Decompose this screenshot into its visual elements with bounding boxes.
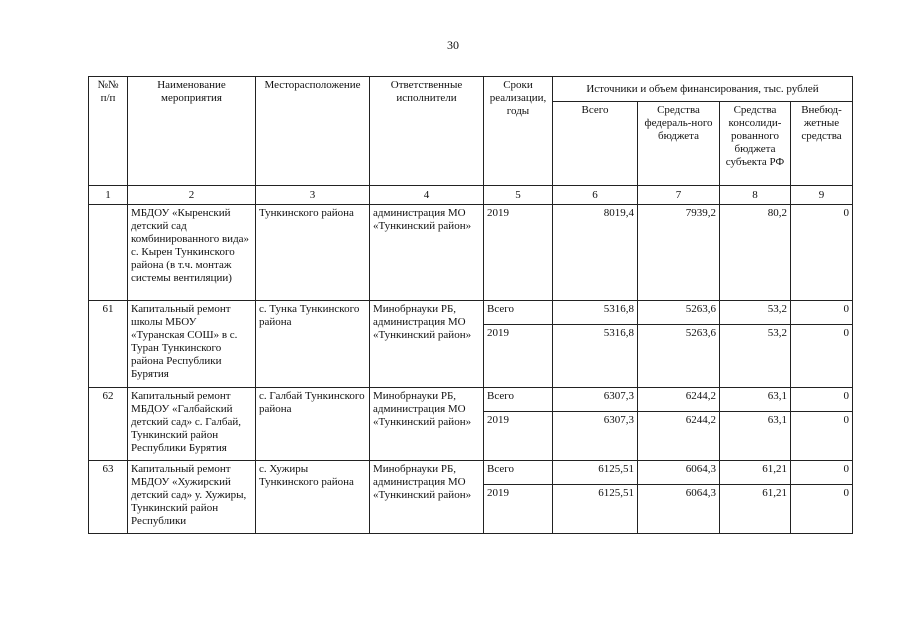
row-name: МБДОУ «Кыренский детский сад комбинированного вида» с. Кырен Тункинского района (в т.ч. монтаж системы вентиляции) bbox=[128, 205, 256, 301]
row-period: Всего bbox=[484, 388, 553, 412]
row-total: 6307,3 bbox=[553, 412, 638, 461]
row-executors: администрация МО «Тункинский район» bbox=[370, 205, 484, 301]
row-consolidated: 53,2 bbox=[720, 325, 791, 388]
row-extra: 0 bbox=[791, 325, 853, 388]
column-number: 1 bbox=[89, 186, 128, 205]
header-period: Сроки реализации, годы bbox=[484, 77, 553, 186]
row-number: 61 bbox=[89, 301, 128, 388]
row-federal: 6244,2 bbox=[638, 412, 720, 461]
row-period: 2019 bbox=[484, 205, 553, 301]
row-period: 2019 bbox=[484, 485, 553, 534]
row-extra: 0 bbox=[791, 412, 853, 461]
page-number: 30 bbox=[447, 38, 459, 52]
header-number: №№ п/п bbox=[89, 77, 128, 186]
table-row bbox=[89, 388, 853, 412]
row-extra: 0 bbox=[791, 388, 853, 412]
row-location: с. Галбай Тункинского района bbox=[256, 388, 370, 461]
header-name: Наименование мероприятия bbox=[128, 77, 256, 186]
financing-table bbox=[88, 76, 853, 534]
subheader-total: Всего bbox=[553, 102, 638, 186]
row-location: Тункинского района bbox=[256, 205, 370, 301]
column-number: 5 bbox=[484, 186, 553, 205]
row-consolidated: 80,2 bbox=[720, 205, 791, 301]
row-name: Капитальный ремонт школы МБОУ «Туранская СОШ» в с. Туран Тункинского района Республики Бурятия bbox=[128, 301, 256, 388]
table-header-row bbox=[89, 77, 853, 102]
header-location: Месторасположение bbox=[256, 77, 370, 186]
subheader-federal: Средства федераль-ного бюджета bbox=[638, 102, 720, 186]
row-federal: 6064,3 bbox=[638, 485, 720, 534]
row-number: 63 bbox=[89, 461, 128, 534]
row-extra: 0 bbox=[791, 461, 853, 485]
row-period: Всего bbox=[484, 301, 553, 325]
row-location: с. Хужиры Тункинского района bbox=[256, 461, 370, 534]
column-number: 6 bbox=[553, 186, 638, 205]
row-period: 2019 bbox=[484, 325, 553, 388]
column-number: 3 bbox=[256, 186, 370, 205]
row-consolidated: 61,21 bbox=[720, 485, 791, 534]
table-row bbox=[89, 461, 853, 485]
row-total: 5316,8 bbox=[553, 301, 638, 325]
row-number: 62 bbox=[89, 388, 128, 461]
row-period: 2019 bbox=[484, 412, 553, 461]
row-executors: Минобрнауки РБ, администрация МО «Тункинский район» bbox=[370, 388, 484, 461]
row-total: 6307,3 bbox=[553, 388, 638, 412]
row-total: 5316,8 bbox=[553, 325, 638, 388]
row-location: с. Тунка Тункинского района bbox=[256, 301, 370, 388]
column-number: 8 bbox=[720, 186, 791, 205]
column-number: 2 bbox=[128, 186, 256, 205]
row-executors: Минобрнауки РБ, администрация МО «Тункинский район» bbox=[370, 461, 484, 534]
subheader-extra: Внебюд-жетные средства bbox=[791, 102, 853, 186]
row-name: Капитальный ремонт МБДОУ «Хужирский детский сад» у. Хужиры, Тункинский район Республики bbox=[128, 461, 256, 534]
row-extra: 0 bbox=[791, 301, 853, 325]
header-financing: Источники и объем финансирования, тыс. рублей bbox=[553, 77, 853, 102]
row-name: Капитальный ремонт МБДОУ «Галбайский детский сад» с. Галбай, Тункинский район Республики Бурятия bbox=[128, 388, 256, 461]
row-total: 6125,51 bbox=[553, 461, 638, 485]
column-number: 9 bbox=[791, 186, 853, 205]
column-number: 4 bbox=[370, 186, 484, 205]
row-consolidated: 53,2 bbox=[720, 301, 791, 325]
row-total: 6125,51 bbox=[553, 485, 638, 534]
table-row bbox=[89, 301, 853, 325]
table-row bbox=[89, 205, 853, 301]
row-number bbox=[89, 205, 128, 301]
subheader-consolidated: Средства консолиди-рованного бюджета субъекта РФ bbox=[720, 102, 791, 186]
row-consolidated: 61,21 bbox=[720, 461, 791, 485]
row-extra: 0 bbox=[791, 205, 853, 301]
row-executors: Минобрнауки РБ, администрация МО «Тункинский район» bbox=[370, 301, 484, 388]
row-total: 8019,4 bbox=[553, 205, 638, 301]
row-extra: 0 bbox=[791, 485, 853, 534]
column-number: 7 bbox=[638, 186, 720, 205]
row-period: Всего bbox=[484, 461, 553, 485]
row-consolidated: 63,1 bbox=[720, 388, 791, 412]
row-federal: 5263,6 bbox=[638, 301, 720, 325]
header-executors: Ответственные исполнители bbox=[370, 77, 484, 186]
row-federal: 6064,3 bbox=[638, 461, 720, 485]
row-federal: 5263,6 bbox=[638, 325, 720, 388]
column-number-row bbox=[89, 186, 853, 205]
row-federal: 7939,2 bbox=[638, 205, 720, 301]
row-consolidated: 63,1 bbox=[720, 412, 791, 461]
row-federal: 6244,2 bbox=[638, 388, 720, 412]
